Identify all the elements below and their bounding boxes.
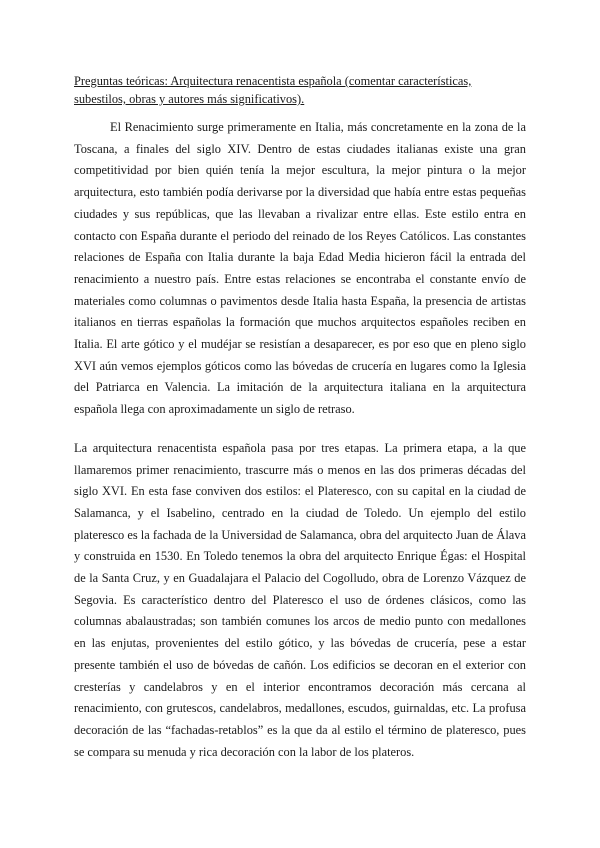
document-title: Preguntas teóricas: Arquitectura renacentista española (comentar características, subestilos, obras y autores más significativos). <box>74 74 472 106</box>
paragraph-introduction: El Renacimiento surge primeramente en Italia, más concretamente en la zona de la Toscana, a finales del siglo XIV. Dentro de estas ciudades italianas existe una gran competitividad por bien quién tenía la mejor escultura, la mejor pintura o la mejor arquitectura, esto también podía derivarse por la diversidad que había entre estas pequeñas ciudades y sus repúblicas, que las llevaban a rivalizar entre ellas. Este estilo entra en contacto con España durante el periodo del reinado de los Reyes Católicos. Las constantes relaciones de España con Italia durante la baja Edad Media hicieron fácil la entrada del renacimiento a nuestro país. Entre estas relaciones se encontraba el constante envío de materiales como columnas o pavimentos desde Italia hasta España, la presencia de artistas italianos en tierras españolas la formación que muchos arquitectos españoles reciben en Italia. El arte gótico y el mudéjar se resistían a desaparecer, es por eso que en pleno siglo XVI aún vemos ejemplos góticos como las bóvedas de crucería en lugares como la Iglesia del Patriarca en Valencia. La imitación de la arquitectura italiana en la arquitectura española llega con aproximadamente un siglo de retraso. <box>74 120 526 417</box>
paragraph-stages: La arquitectura renacentista española pasa por tres etapas. La primera etapa, a la que llamaremos primer renacimiento, trascurre más o menos en las dos primeras décadas del siglo XVI. En esta fase conviven dos estilos: el Plateresco, con su capital en la ciudad de Salamanca, y el Isabelino, centrado en la ciudad de Toledo. Un ejemplo del estilo plateresco es la fachada de la Universidad de Salamanca, obra del arquitecto Juan de Álava y construida en 1530. En Toledo tenemos la obra del arquitecto Enrique Égas: el Hospital de la Santa Cruz, y en Guadalajara el Palacio del Cogolludo, obra de Lorenzo Vázquez de Segovia. Es característico dentro del Plateresco el uso de órdenes clásicos, como las columnas abalaustradas; son también comunes los arcos de medio punto con medallones en las enjutas, provenientes del estilo gótico, y las bóvedas de crucería, pese a estar presente también el uso de bóvedas de cañón. Los edificios se decoran en el exterior con cresterías y candelabros y en el interior encontramos decoración más cercana al renacimiento, con grutescos, candelabros, medallones, escudos, guirnaldas, etc. La profusa decoración de las “fachadas-retablos” es la que da al estilo el término de plateresco, pues se compara su menuda y rica decoración con la labor de los plateros. <box>74 440 526 759</box>
